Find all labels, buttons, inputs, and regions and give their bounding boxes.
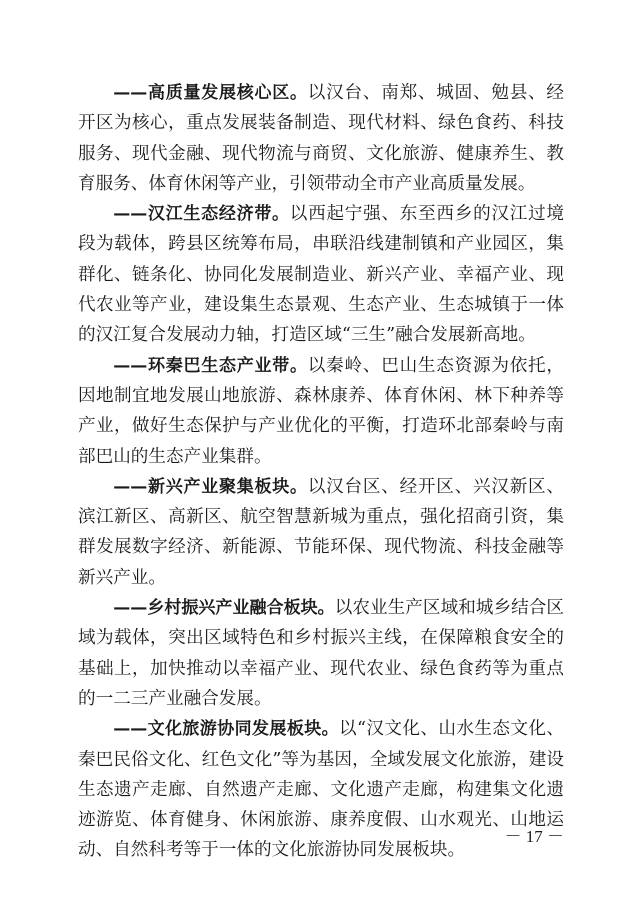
paragraph-heading: ——高质量发展核心区。 xyxy=(113,83,308,103)
paragraph-text: 以汉台、南郑、城固、勉县、经开区为核心，重点发展装备制造、现代材料、绿色食药、科技服务、现代金融、现代物流与商贸、文化旅游、健康养生、教育服务、体育休闲等产业，引领带动全市产业高质量发展。 xyxy=(78,83,564,194)
paragraph-emerging-industries xyxy=(78,472,564,593)
page-number: － 17 － xyxy=(504,827,564,846)
paragraph-heading: ——汉江生态经济带。 xyxy=(113,204,290,225)
paragraph-text: 以“汉文化、山水生态文化、秦巴民俗文化、红色文化”等为基因，全域发展文化旅游，建设生态遗产走廊、自然遗产走廊、文化遗产走廊，构建集文化遗迹游览、体育健身、休闲旅游、康养度假、山水观光、山地运动、自然科考等于一体的文化旅游协同发展板块。 xyxy=(78,719,564,861)
paragraph-text: 以汉台区、经开区、兴汉新区、滨江新区、高新区、航空智慧新城为重点，强化招商引资，集群发展数字经济、新能源、节能环保、现代物流、科技金融等新兴产业。 xyxy=(78,476,564,588)
paragraph-text: 以农业生产区域和城乡结合区域为载体，突出区域特色和乡村振兴主线，在保障粮食安全的基础上，加快推动以幸福产业、现代农业、绿色食药等为重点的一二三产业融合发展。 xyxy=(78,598,564,709)
paragraph-hanjiang-belt xyxy=(78,199,564,350)
paragraph-rural-revitalization xyxy=(78,593,564,714)
paragraph-core-zone xyxy=(78,78,564,199)
paragraph-text: 以秦岭、巴山生态资源为依托，因地制宜地发展山地旅游、森林康养、体育休闲、林下种养等产业，做好生态保护与产业优化的平衡，打造环北部秦岭与南部巴山的生态产业集群。 xyxy=(78,355,564,467)
paragraph-text: 以西起宁强、东至西乡的汉江过境段为载体，跨县区统筹布局，串联沿线建制镇和产业园区，集群化、链条化、协同化发展制造业、新兴产业、幸福产业、现代农业等产业，建设集生态景观、生态产业、生态城镇于一体的汉江复合发展动力轴，打造区域“三生”融合发展新高地。 xyxy=(78,204,564,346)
paragraph-heading: ——文化旅游协同发展板块。 xyxy=(113,719,340,740)
document-body xyxy=(78,78,564,866)
paragraph-heading: ——环秦巴生态产业带。 xyxy=(113,355,308,376)
paragraph-heading: ——新兴产业聚集板块。 xyxy=(113,476,308,497)
paragraph-qinba-belt xyxy=(78,351,564,472)
paragraph-heading: ——乡村振兴产业融合板块。 xyxy=(113,598,335,619)
paragraph-culture-tourism xyxy=(78,714,564,865)
